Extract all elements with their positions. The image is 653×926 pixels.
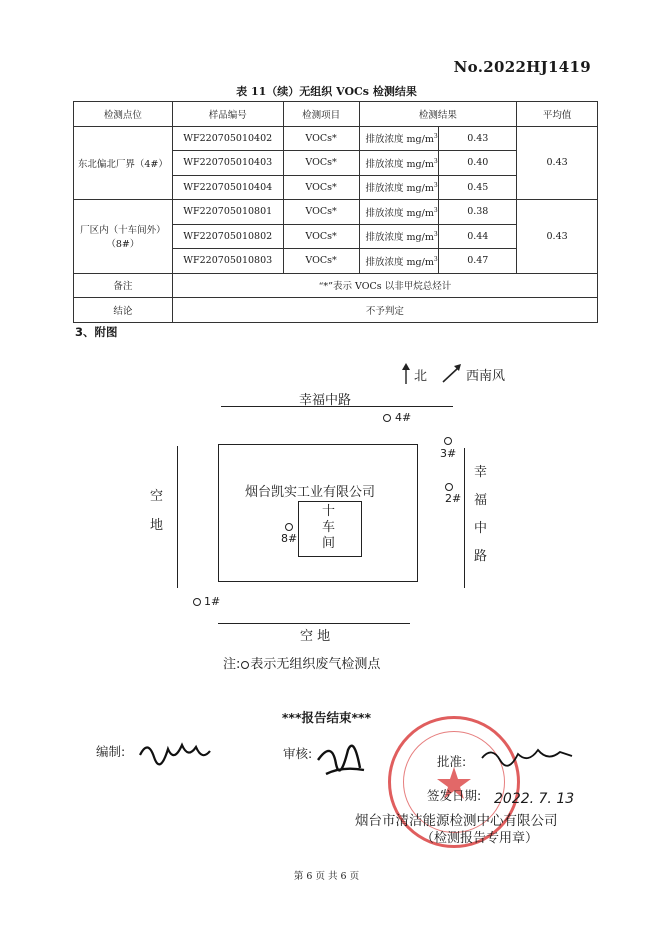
sample-id-cell: WF220705010802: [172, 224, 283, 249]
reviewer-signature-icon: [312, 730, 372, 790]
sample-id-cell: WF220705010803: [172, 249, 283, 274]
item-cell: VOCs*: [283, 151, 359, 176]
appendix-title: 3、附图: [75, 325, 118, 339]
result-label-cell: 排放浓度 $mg/m^3$: [359, 200, 439, 225]
sample-id-cell: WF220705010404: [172, 175, 283, 200]
point-4-label: 4#: [395, 411, 412, 424]
value-cell: 0.38: [439, 200, 517, 225]
sample-id-cell: WF220705010801: [172, 200, 283, 225]
remark-label: 备注: [74, 273, 173, 298]
location-cell: 厂区内（十车间外） （8#）: [74, 200, 173, 274]
reviewer-label: 审核:: [283, 746, 313, 761]
road-right-label: 幸 福 中 路: [474, 465, 488, 564]
remark-row: [74, 273, 598, 298]
location-cell: 东北偏北厂界（4#）: [74, 126, 173, 200]
left-area-label: 空 地: [150, 489, 164, 533]
compiler-label: 编制:: [96, 744, 126, 759]
monitoring-point-8-icon: [285, 523, 293, 531]
table-title: 表 11（续）无组织 VOCs 检测结果: [236, 85, 417, 98]
approver-signature-icon: [478, 742, 578, 768]
north-label: 北: [414, 369, 428, 384]
report-number: No.2022HJ1419: [453, 58, 591, 76]
value-cell: 0.45: [439, 175, 517, 200]
item-cell: VOCs*: [283, 224, 359, 249]
point-1-label: 1#: [204, 595, 221, 608]
item-cell: VOCs*: [283, 126, 359, 151]
result-label-cell: 排放浓度 $mg/m^3$: [359, 224, 439, 249]
legend-circle-icon: [241, 661, 249, 669]
point-8-label: 8#: [281, 532, 298, 545]
compiler-signature-icon: [136, 735, 216, 767]
item-cell: VOCs*: [283, 249, 359, 274]
table-header-row: [74, 102, 598, 127]
issue-date-label: 签发日期:: [427, 788, 482, 803]
remark-value: “*”表示 VOCs 以非甲烷总烃计: [172, 273, 597, 298]
point-2-label: 2#: [445, 492, 462, 505]
value-cell: 0.44: [439, 224, 517, 249]
result-label-cell: 排放浓度 $mg/m^3$: [359, 151, 439, 176]
issuer-seal-note: （检测报告专用章）: [421, 831, 539, 846]
header-average: 平均值: [517, 102, 598, 127]
item-cell: VOCs*: [283, 175, 359, 200]
header-location: 检测点位: [74, 102, 173, 127]
sample-id-cell: WF220705010403: [172, 151, 283, 176]
sample-id-cell: WF220705010402: [172, 126, 283, 151]
result-label-cell: 排放浓度 $mg/m^3$: [359, 249, 439, 274]
road-right-line: [464, 448, 465, 588]
page-footer: 第 6 页 共 6 页: [293, 871, 360, 882]
monitoring-point-4-icon: [383, 414, 391, 422]
road-top-line: [221, 406, 453, 407]
conclusion-row: [74, 298, 598, 323]
monitoring-point-1-icon: [193, 598, 201, 606]
company-name: 烟台凯实工业有限公司: [245, 485, 376, 500]
point-3-label: 3#: [440, 447, 457, 460]
average-cell: 0.43: [517, 126, 598, 200]
conclusion-value: 不予判定: [172, 298, 597, 323]
issue-date-value: 2022. 7. 13: [494, 791, 575, 807]
average-cell: 0.43: [517, 200, 598, 274]
map-legend: 注: 表示无组织废气检测点: [223, 657, 381, 672]
bottom-area-line: [218, 623, 410, 624]
table-row: [74, 200, 598, 225]
header-item: 检测项目: [283, 102, 359, 127]
result-label-cell: 排放浓度 $mg/m^3$: [359, 175, 439, 200]
workshop-label: 十 车 间: [322, 504, 336, 551]
road-top-label: 幸福中路: [299, 393, 352, 408]
result-label-cell: 排放浓度 $mg/m^3$: [359, 126, 439, 151]
bottom-area-label: 空 地: [300, 629, 331, 644]
report-end: ***报告结束***: [281, 710, 372, 725]
issuer-name: 烟台市清洁能源检测中心有限公司: [355, 813, 558, 829]
monitoring-point-3-icon: [444, 437, 452, 445]
value-cell: 0.43: [439, 126, 517, 151]
monitoring-point-2-icon: [445, 483, 453, 491]
voc-results-table: [73, 101, 598, 323]
wind-label: 西南风: [466, 369, 506, 384]
header-sample-id: 样品编号: [172, 102, 283, 127]
value-cell: 0.40: [439, 151, 517, 176]
table-row: [74, 126, 598, 151]
item-cell: VOCs*: [283, 200, 359, 225]
approver-label: 批准:: [437, 754, 467, 769]
conclusion-label: 结论: [74, 298, 173, 323]
header-result: 检测结果: [359, 102, 517, 127]
left-area-line: [177, 446, 178, 588]
value-cell: 0.47: [439, 249, 517, 274]
